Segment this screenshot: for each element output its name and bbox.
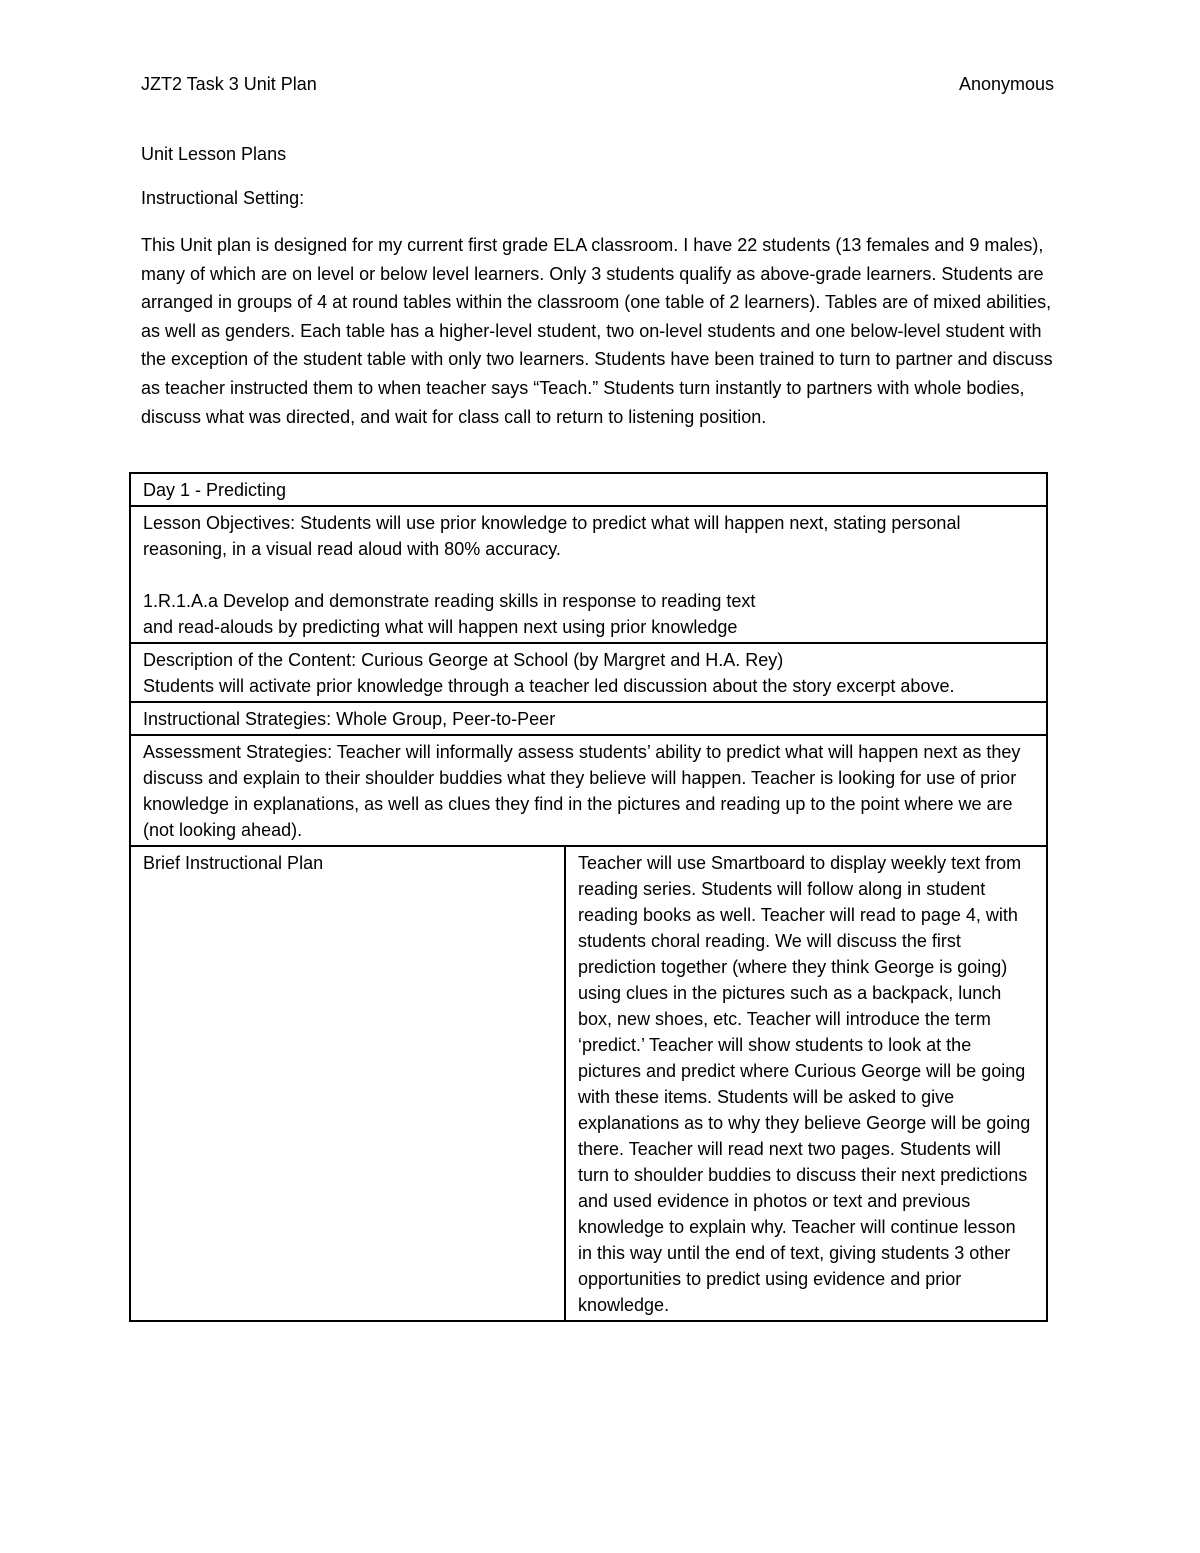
plan-text-cell: Teacher will use Smartboard to display weekly text from reading series. Students will follow along in student reading books as well. Teacher will read to page 4, with students choral reading. We will discuss the first prediction together (where they think George is going) using clues in the pictures such as a backpack, lunch box, new shoes, etc. Teacher will introduce the term ‘predict.’ Teacher will show students to look at the pictures and predict where Curious George will be going with these items. Students will be asked to give explanations as to why they believe George will be going there. Teacher will read next two pages. Students will turn to shoulder buddies to discuss their next predictions and used evidence in photos or text and previous knowledge to explain why. Teacher will continue lesson in this way until the end of text, giving students 3 other opportunities to predict using evidence and prior knowledge.	[565, 846, 1047, 1321]
content-cell	[130, 643, 1047, 702]
table-row	[130, 735, 1047, 846]
standard-line-2: and read-alouds by predicting what will happen next using prior knowledge	[143, 617, 738, 637]
assessment-cell: Assessment Strategies: Teacher will informally assess students’ ability to predict what will happen next as they discuss and explain to their shoulder buddies what they believe will happen. Teacher is looking for use of prior knowledge in explanations, as well as clues they find in the pictures and reading up to the point where we are (not looking ahead).	[130, 735, 1047, 846]
day-cell: Day 1 - Predicting	[130, 473, 1047, 506]
plan-label-cell: Brief Instructional Plan	[130, 846, 565, 1321]
content-description: Students will activate prior knowledge through a teacher led discussion about the story excerpt above.	[143, 676, 955, 696]
table-row	[130, 506, 1047, 643]
table-row	[130, 702, 1047, 735]
objectives-text: Lesson Objectives: Students will use prior knowledge to predict what will happen next, stating personal reasoning, in a visual read aloud with 80% accuracy.	[143, 513, 961, 559]
setting-paragraph: This Unit plan is designed for my current first grade ELA classroom. I have 22 students (13 females and 9 males), many of which are on level or below level learners. Only 3 students qualify as above-grade learners. Students are arranged in groups of 4 at round tables within the classroom (one table of 2 learners). Tables are of mixed abilities, as well as genders. Each table has a higher-level student, two on-level students and one below-level student with the exception of the student table with only two learners. Students have been trained to turn to partner and discuss as teacher instructed them to when teacher says “Teach.” Students turn instantly to partners with whole bodies, discuss what was directed, and wait for class call to return to listening position.	[141, 235, 1053, 427]
objectives-cell	[130, 506, 1047, 643]
table-row	[130, 473, 1047, 506]
header-author: Anonymous	[958, 74, 1054, 94]
standard-line-1: 1.R.1.A.a Develop and demonstrate reading skills in response to reading text	[143, 591, 756, 611]
table-row	[130, 846, 1047, 1321]
strategies-cell: Instructional Strategies: Whole Group, Peer-to-Peer	[130, 702, 1047, 735]
table-row	[130, 643, 1047, 702]
section-heading: Instructional Setting:	[141, 188, 305, 208]
content-title: Description of the Content: Curious George at School (by Margret and H.A. Rey)	[143, 650, 784, 670]
page-title: Unit Lesson Plans	[141, 144, 287, 164]
lesson-plan-table	[129, 472, 1048, 1322]
header-title: JZT2 Task 3 Unit Plan	[141, 74, 317, 94]
spacer	[143, 562, 1034, 588]
